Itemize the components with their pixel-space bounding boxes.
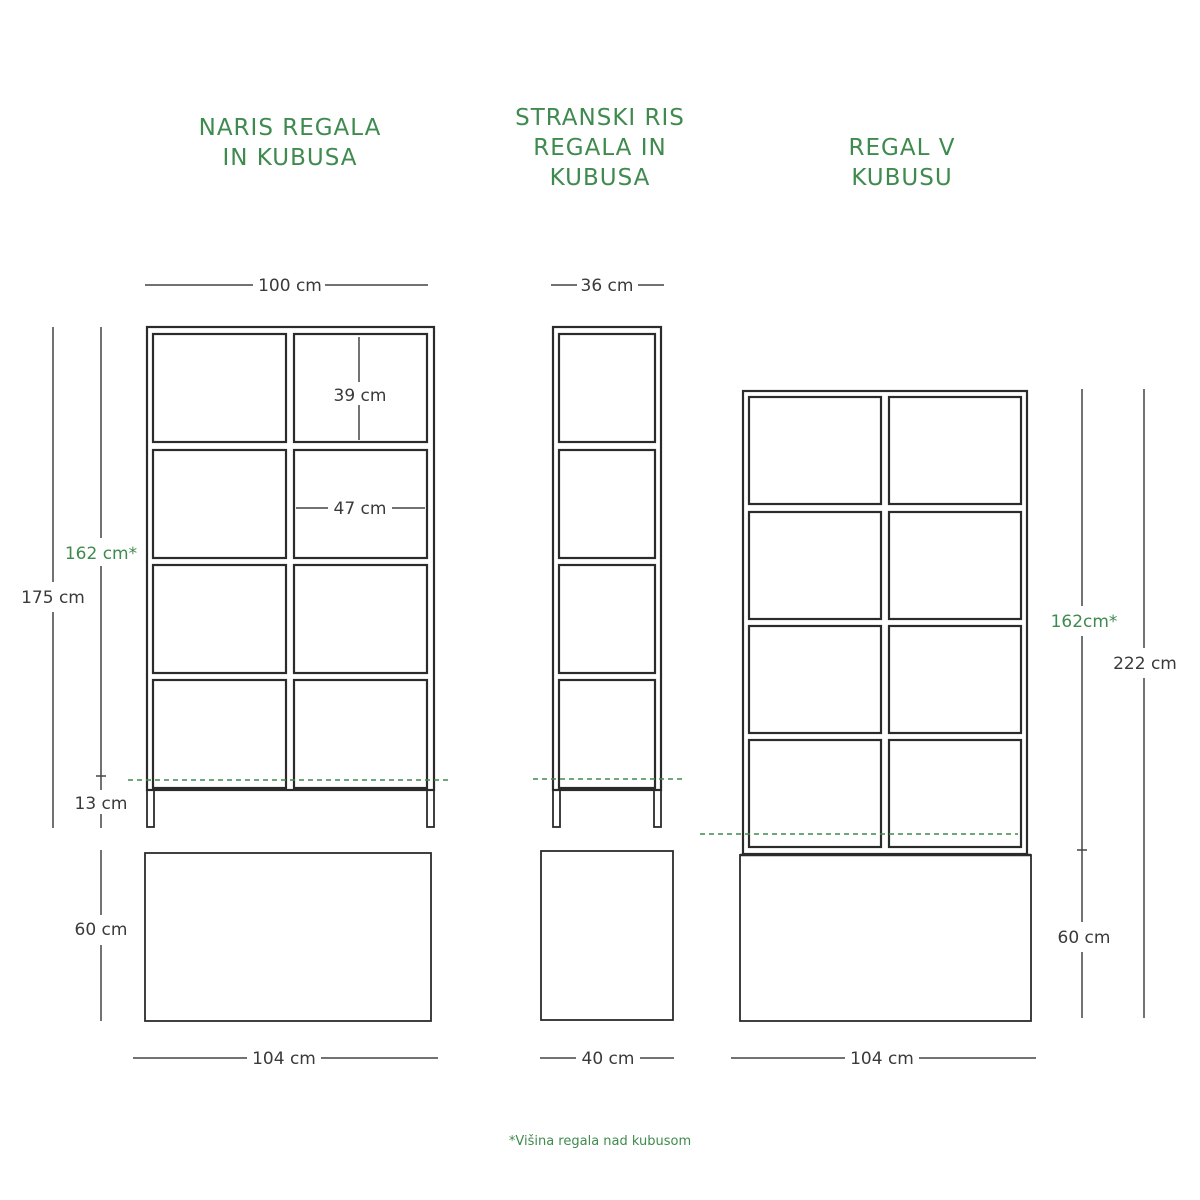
legs-height-label: 13 cm — [74, 794, 128, 814]
combined-cube-width-label: 104 cm — [850, 1049, 914, 1069]
combined-cell — [749, 626, 881, 733]
front-cell — [153, 450, 286, 558]
front-view — [21, 276, 448, 1069]
combined-cube-height-label: 60 cm — [1057, 928, 1111, 948]
combined-shelf-frame — [743, 391, 1027, 854]
title-front-view — [199, 115, 382, 171]
title-combined-view — [849, 135, 956, 191]
front-cell — [153, 680, 286, 788]
cell-width-label: 47 cm — [333, 499, 387, 519]
cell-height-label: 39 cm — [333, 386, 387, 406]
title-front-line-2: IN KUBUSA — [222, 145, 358, 171]
combined-view — [700, 389, 1177, 1069]
side-leg-right — [654, 790, 661, 827]
front-width-label: 100 cm — [258, 276, 322, 296]
title-side-view — [515, 105, 685, 191]
front-cell — [294, 565, 427, 673]
footnote: *Višina regala nad kubusom — [508, 1134, 692, 1149]
side-cube-width-label: 40 cm — [581, 1049, 635, 1069]
cube-height-label: 60 cm — [74, 920, 128, 940]
front-cell — [294, 680, 427, 788]
combined-total-height-label: 222 cm — [1113, 654, 1177, 674]
combined-cell — [749, 397, 881, 504]
front-leg-right — [427, 790, 434, 827]
shelf-height-label: 162 cm* — [64, 544, 138, 564]
title-combined-line-1: REGAL V — [848, 135, 956, 161]
side-cell — [559, 334, 655, 442]
combined-shelf-height-label: 162cm* — [1050, 612, 1118, 632]
title-combined-line-2: KUBUSU — [851, 165, 953, 191]
combined-cell — [889, 512, 1021, 619]
title-front-line-1: NARIS REGALA — [198, 115, 382, 141]
title-side-line-2: REGALA IN — [533, 135, 667, 161]
front-leg-left — [147, 790, 154, 827]
title-side-line-1: STRANSKI RIS — [515, 105, 685, 131]
front-cell — [153, 565, 286, 673]
combined-cell — [889, 626, 1021, 733]
combined-cell — [889, 397, 1021, 504]
side-cell — [559, 680, 655, 788]
side-width-label: 36 cm — [580, 276, 634, 296]
side-cell — [559, 565, 655, 673]
title-side-line-3: KUBUSA — [549, 165, 651, 191]
combined-cube — [740, 855, 1031, 1021]
side-leg-left — [553, 790, 560, 827]
combined-cell — [749, 512, 881, 619]
side-view — [533, 276, 682, 1069]
side-cell — [559, 450, 655, 558]
total-height-label: 175 cm — [21, 588, 85, 608]
cube-width-label: 104 cm — [252, 1049, 316, 1069]
combined-cell — [749, 740, 881, 847]
side-cube — [541, 851, 673, 1020]
front-cube — [145, 853, 431, 1021]
combined-cell — [889, 740, 1021, 847]
front-cell — [153, 334, 286, 442]
